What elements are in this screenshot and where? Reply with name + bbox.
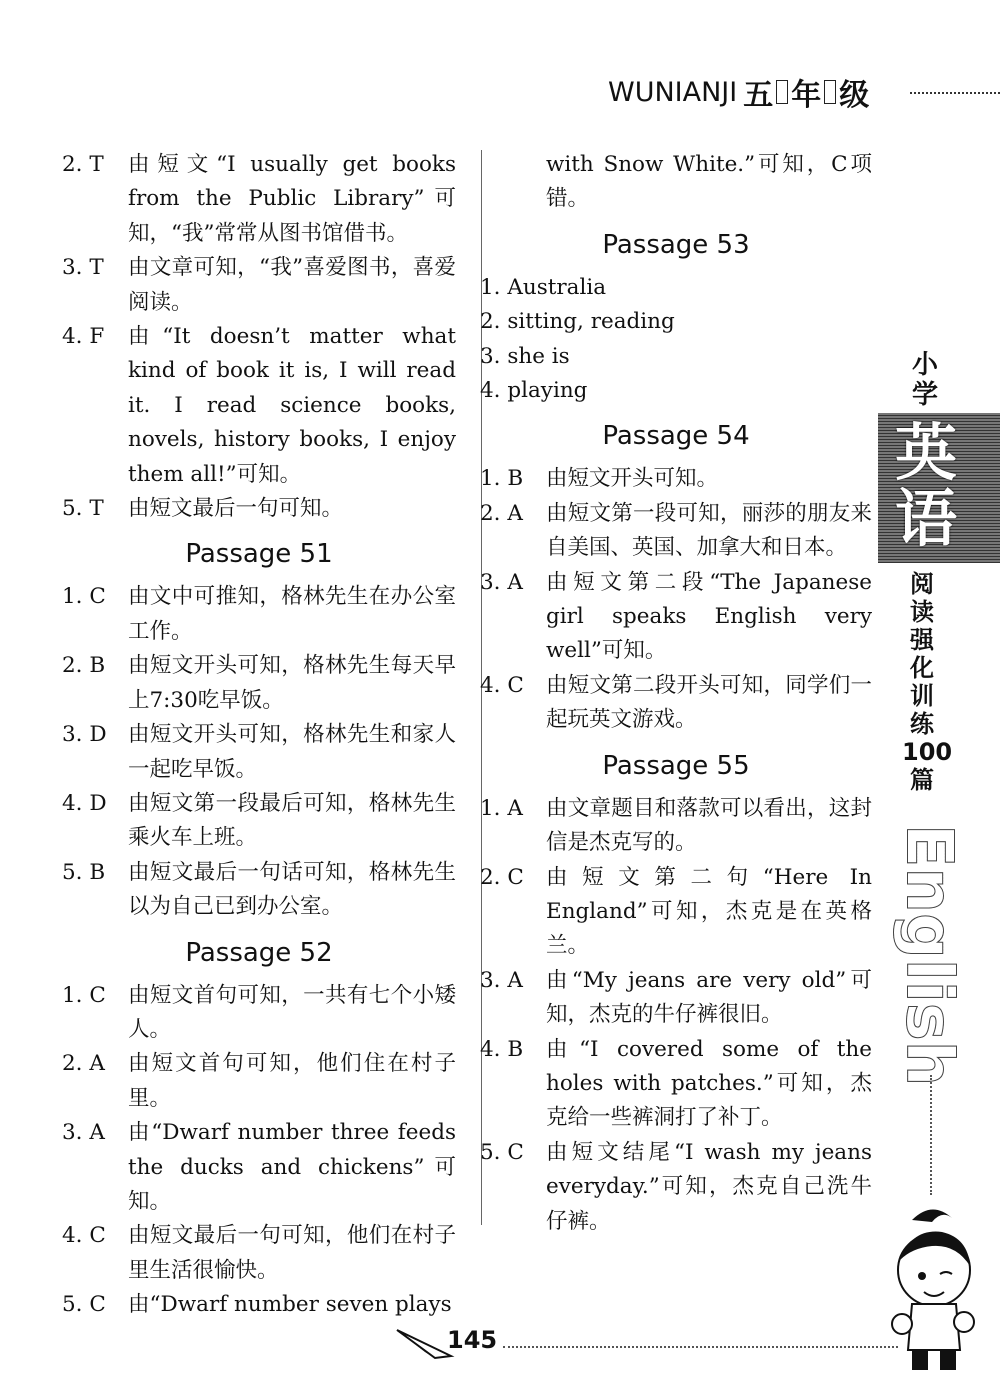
answer-list [62,580,456,924]
answer-list [480,462,872,737]
answer-explanation: 由短文开头可知。 [546,466,719,492]
answer-number: 5. C [62,1292,106,1318]
answer-item [480,792,872,861]
answer-item [62,649,456,718]
answer-item [62,1219,456,1288]
answer-explanation: 由短文“I usually get books from the Public Library”可知，“我”常常从图书馆借书。 [128,152,456,246]
answer-number: 1. A [480,795,523,821]
answer-item [480,861,872,964]
answer-number: 2. A [62,1051,105,1077]
answer-number: 3. A [480,569,523,595]
answer-explanation: 由短文最后一句可知，他们在村子里生活很愉快。 [128,1223,456,1283]
answer-number: 2. B [62,653,106,679]
answer-explanation: 由短文第一段最后可知，格林先生乘火车上班。 [128,790,456,851]
answer-explanation: 由“Dwarf number seven plays [128,1292,452,1318]
answer-explanation: 由短文最后一句可知。 [128,496,344,522]
passage-title: Passage 53 [602,229,750,260]
answer-item [62,1116,456,1219]
grade-char: 年 [791,78,822,113]
answer-number: 1. C [62,584,106,610]
answer-item [62,856,456,925]
answer-explanation: 由“My jeans are very old”可知，杰克的牛仔裤很旧。 [546,967,872,1028]
answer-item [480,340,872,374]
header-pinyin: WUNIANJI [608,76,738,108]
answer-explanation: 由短文开头可知，格林先生和家人一起吃早饭。 [128,722,456,782]
answer-number: 1. C [62,982,106,1008]
grade-char: 级 [839,78,870,113]
answer-number: 5. C [480,1139,524,1165]
english-text: English [891,823,965,1087]
answer-item [480,305,872,339]
answer-item [62,251,456,320]
answer-item [62,787,456,856]
answer-item [62,1047,456,1116]
sidebar-dotted-rule [930,1075,932,1195]
answer-number: 1. Australia [480,274,607,300]
answer-number: 1. B [480,466,524,492]
answer-explanation: 由短文结尾“I wash my jeans everyday.”可知，杰克自己洗牛仔裤。 [546,1139,872,1234]
answer-number: 2. sitting, reading [480,309,675,335]
answer-list [480,271,872,409]
grade-box [776,80,788,104]
answer-number: 3. A [480,967,523,993]
passage-title: Passage 52 [185,937,333,968]
answer-explanation: 由短文首句可知，一共有七个小矮人。 [128,982,456,1042]
answer-number: 5. T [62,496,104,522]
page-header [608,72,869,112]
answer-explanation: 由短文开头可知，格林先生每天早上7:30吃早饭。 [128,653,456,713]
header-dotted-rule [910,92,1000,94]
page-footer [395,1322,900,1362]
answer-item [480,374,872,408]
answer-item [62,718,456,787]
answer-explanation: with Snow White.”可知，C项错。 [546,152,872,212]
right-column [480,148,872,1239]
answer-explanation: 由短文第二句“Here In England”可知，杰克是在英格兰。 [546,864,872,959]
sidebar-subject-title: 英语 [894,416,957,555]
answer-explanation: 由短文第二段“The Japanese girl speaks English very well”可知。 [546,569,872,664]
sidebar-series-title: 阅读强化训练100篇 [902,570,953,794]
answer-number: 3. D [62,722,107,748]
answer-number: 2. A [480,500,523,526]
answer-explanation: 由短文第一段可知，丽莎的朋友来自美国、英国、加拿大和日本。 [546,500,872,561]
footer-dotted-rule [503,1346,898,1348]
answer-item [62,148,456,251]
answer-explanation: 由“Dwarf number three feeds the ducks and chickens”可知。 [128,1120,456,1214]
answer-item [480,497,872,566]
answer-number: 4. playing [480,378,588,404]
answer-item [480,566,872,669]
answer-list [62,979,456,1323]
passage-title: Passage 55 [602,750,750,781]
answer-item [480,462,872,496]
answer-number: 3. T [62,255,104,281]
grade-char: 五 [743,78,774,113]
answer-number: 5. B [62,859,106,885]
answer-item [62,580,456,649]
answer-number: 4. C [62,1223,106,1249]
answer-number: 4. F [62,324,105,350]
answer-number: 3. A [62,1120,105,1146]
left-column [62,148,456,1323]
answer-number: 4. D [62,790,107,816]
pencil-icon [395,1322,455,1362]
grade-label [743,70,869,114]
grade-box [824,80,836,104]
passage-title: Passage 51 [185,539,333,570]
answer-item [480,669,872,738]
answer-continuation [480,148,872,217]
sidebar-english-wordmark [888,823,968,1087]
answer-explanation: 由文章题目和落款可以看出，这封信是杰克写的。 [546,795,872,856]
answer-list [480,792,872,1239]
answer-number: 2. C [480,864,524,890]
answer-explanation: 由“It doesn’t matter what kind of book it is, I will read it. I read science books, novels, history books, I enjoy them all!”可知。 [128,324,456,487]
answer-number: 2. T [62,152,104,177]
answer-explanation: 由短文最后一句话可知，格林先生以为自己已到办公室。 [128,859,456,920]
answer-explanation: 由文章可知，“我”喜爱图书，喜爱阅读。 [128,255,456,315]
answer-explanation: 由短文第二段开头可知，同学们一起玩英文游戏。 [546,672,872,733]
answer-item [480,271,872,305]
answer-item [62,320,456,492]
answer-item [62,492,456,526]
answer-number: 3. she is [480,343,570,369]
answer-list [62,148,456,526]
answer-number: 4. B [480,1036,524,1062]
answer-item [62,1288,456,1322]
answer-explanation: 由文中可推知，格林先生在办公室工作。 [128,584,456,644]
sidebar-level-label: 小学 [911,350,938,410]
answer-item [62,979,456,1048]
answer-item [480,1033,872,1136]
answer-item [480,964,872,1033]
answer-item [480,1136,872,1239]
answer-number: 4. C [480,672,524,698]
answer-explanation: 由“I covered some of the holes with patches.”可知，杰克给一些裤洞打了补丁。 [546,1036,872,1131]
indent-spacer [480,148,546,217]
answer-explanation: 由短文首句可知，他们住在村子里。 [128,1051,456,1111]
page-number: 145 [447,1326,498,1354]
passage-title: Passage 54 [602,421,750,452]
